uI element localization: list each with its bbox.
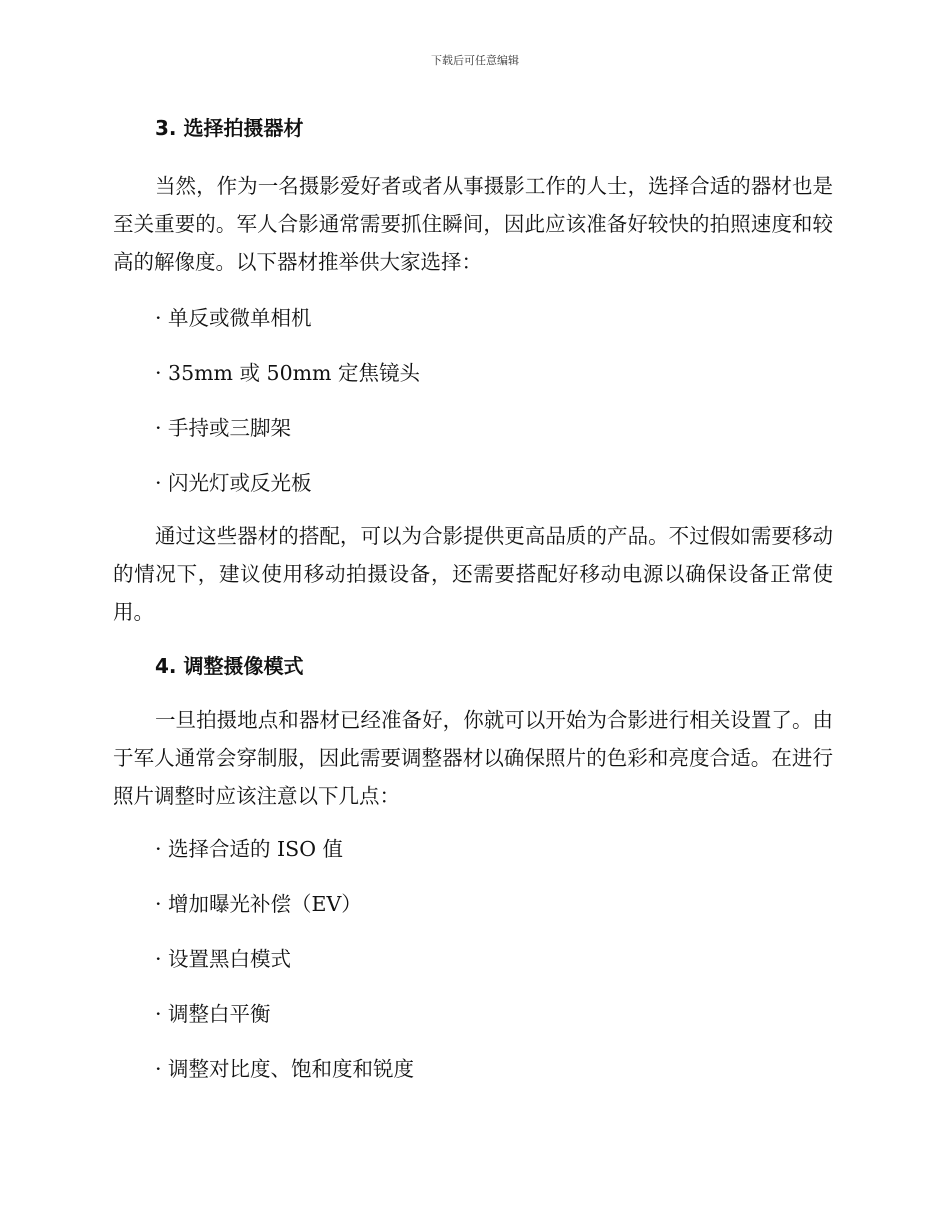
document-body — [113, 110, 833, 1083]
camera-setting-bullet: · 选择合适的 ISO 值 — [155, 837, 344, 861]
equipment-bullet: · 闪光灯或反光板 — [155, 471, 312, 495]
section-3-heading: 3. 选择拍摄器材 — [155, 116, 304, 140]
camera-setting-bullet: · 设置黑白模式 — [155, 947, 292, 971]
section-3-paragraph-1: 当然，作为一名摄影爱好者或者从事摄影工作的人士，选择合适的器材也是至关重要的。军人合影通常需要抓住瞬间，因此应该准备好较快的拍照速度和较高的解像度。以下器材推举供大家选择： — [113, 174, 833, 274]
section-4-paragraph-1: 一旦拍摄地点和器材已经准备好，你就可以开始为合影进行相关设置了。由于军人通常会穿制服，因此需要调整器材以确保照片的色彩和亮度合适。在进行照片调整时应该注意以下几点： — [113, 708, 833, 808]
camera-setting-bullet: · 调整白平衡 — [155, 1002, 271, 1026]
equipment-bullet: · 单反或微单相机 — [155, 306, 312, 330]
page-header-note: 下载后可任意编辑 — [431, 54, 519, 67]
equipment-bullet: · 手持或三脚架 — [155, 416, 292, 440]
camera-setting-bullet: · 调整对比度、饱和度和锐度 — [155, 1057, 415, 1081]
section-4-heading: 4. 调整摄像模式 — [155, 654, 304, 678]
equipment-bullet: · 35mm 或 50mm 定焦镜头 — [155, 361, 421, 385]
section-3-paragraph-2: 通过这些器材的搭配，可以为合影提供更高品质的产品。不过假如需要移动的情况下，建议使用移动拍摄设备，还需要搭配好移动电源以确保设备正常使用。 — [113, 524, 833, 624]
camera-setting-bullet: · 增加曝光补偿（EV） — [155, 892, 362, 916]
